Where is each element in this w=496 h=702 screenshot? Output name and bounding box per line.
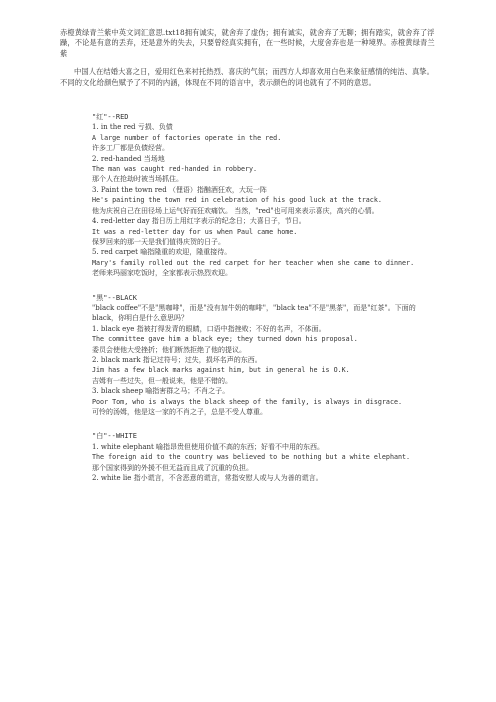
- text-line: 老师来玛丽家吃饭时，全家都表示热烈欢迎。: [92, 269, 232, 278]
- section-black: [60, 293, 436, 418]
- section-red: [60, 112, 436, 279]
- text-line: A large number of factories operate in the red.: [92, 133, 282, 142]
- text-line: Jim has a few black marks against him, but in general he is O.K.: [92, 366, 350, 375]
- text-line: 委员会使他大受挫折；他们断然拒绝了他的提议。: [92, 345, 246, 354]
- text-line: 3. Paint the town red （俚语）指酗酒狂欢，大玩一阵: [92, 185, 267, 194]
- text-line: He's painting the town red in celebration of his good luck at the track.: [92, 196, 382, 205]
- text-line: 可怜的汤姆，他是这一家的不肖之子，总是不受人尊重。: [92, 408, 267, 416]
- text-line: 2. black mark 指记过符号；过失，损坏名声的东西。: [92, 355, 262, 364]
- text-line: Poor Tom, who is always the black sheep of the family, is always in disgrace.: [92, 397, 403, 406]
- text-line: 2. white lie 指小谎言，不含恶意的谎言，常指安慰人或与人为善的谎言。: [92, 474, 323, 483]
- text-line: 吉姆有一些过失，但一般说来，他是不错的。: [92, 376, 232, 385]
- intro-paragraph-2: 中国人在结婚大喜之日，爱用红色来衬托热烈、喜庆的气氛；而西方人却喜欢用白色来象征感情的纯洁、真挚。不同的文化给颜色赋予了不同的内涵，体现在不同的语言中，表示颜色的词也就有了不同的意思。: [60, 67, 434, 87]
- text-line: It was a red-letter day for us when Paul came home.: [92, 227, 298, 236]
- intro-paragraph: 赤橙黄绿青兰紫中英文词汇意思.txt18拥有诚实，就舍弃了虚伪；拥有诚实，就舍弃了无聊；拥有踏实，就舍弃了浮躁，不论是有意的丢弃，还是意外的失去，只要曾经真实拥有，在一些时候，大度舍弃也是一种境界。赤橙黄绿青兰紫: [60, 28, 435, 58]
- text-line: 1. in the red 亏损、负债: [92, 123, 173, 132]
- text-line: The man was caught red-handed in robbery.: [92, 165, 258, 174]
- section-title: "红"--RED: [92, 113, 129, 122]
- section-title: "黑"--BLACK: [92, 293, 137, 302]
- text-line: 1. black eye 指被打得发青的眼睛，口语中指挫败；不好的名声，不体面。: [92, 324, 326, 333]
- text-line: 2. red-handed 当场地: [92, 154, 165, 163]
- text-line: 5. red carpet 喻指隆重的欢迎，隆重接待。: [92, 248, 232, 257]
- text-line: 那个人在抢劫时被当场抓住。: [92, 175, 183, 184]
- section-title: "白"--WHITE: [92, 432, 137, 441]
- text-line: 3. black sheep 喻指害群之马；不肖之子。: [92, 387, 230, 396]
- text-line: 许多工厂都是负债经营。: [92, 144, 169, 153]
- text-line: 1. white elephant 喻指昂贵但使用价值不高的东西；好看不中用的东西。: [92, 442, 325, 451]
- text-line: "black coffee"不是"黑咖啡"，而是"没有加牛奶的咖啡"，"black tea"不是"黑茶"，而是"红茶"。下面的black，你明白是什么意思吗？: [92, 303, 416, 323]
- text-line: 那个国家得到的外援不但无益而且成了沉重的负担。: [92, 463, 253, 472]
- text-line: Mary's family rolled out the red carpet for her teacher when she came to dinner.: [92, 258, 415, 267]
- text-line: 保罗回来的那一天是我们值得庆贺的日子。: [92, 237, 225, 246]
- text-line: 他为庆祝自己在田径场上运气好而狂欢痛饮。 当然，"red"也可用来表示喜庆，高兴的心情。: [92, 206, 379, 215]
- text-line: 4. red-letter day 指日历上用红字表示的纪念日；大喜日子，节日。: [92, 217, 306, 226]
- section-white: [60, 431, 436, 483]
- text-line: The foreign aid to the country was believed to be nothing but a white elephant.: [92, 453, 411, 462]
- text-line: The committee gave him a black eye; they turned down his proposal.: [92, 335, 358, 344]
